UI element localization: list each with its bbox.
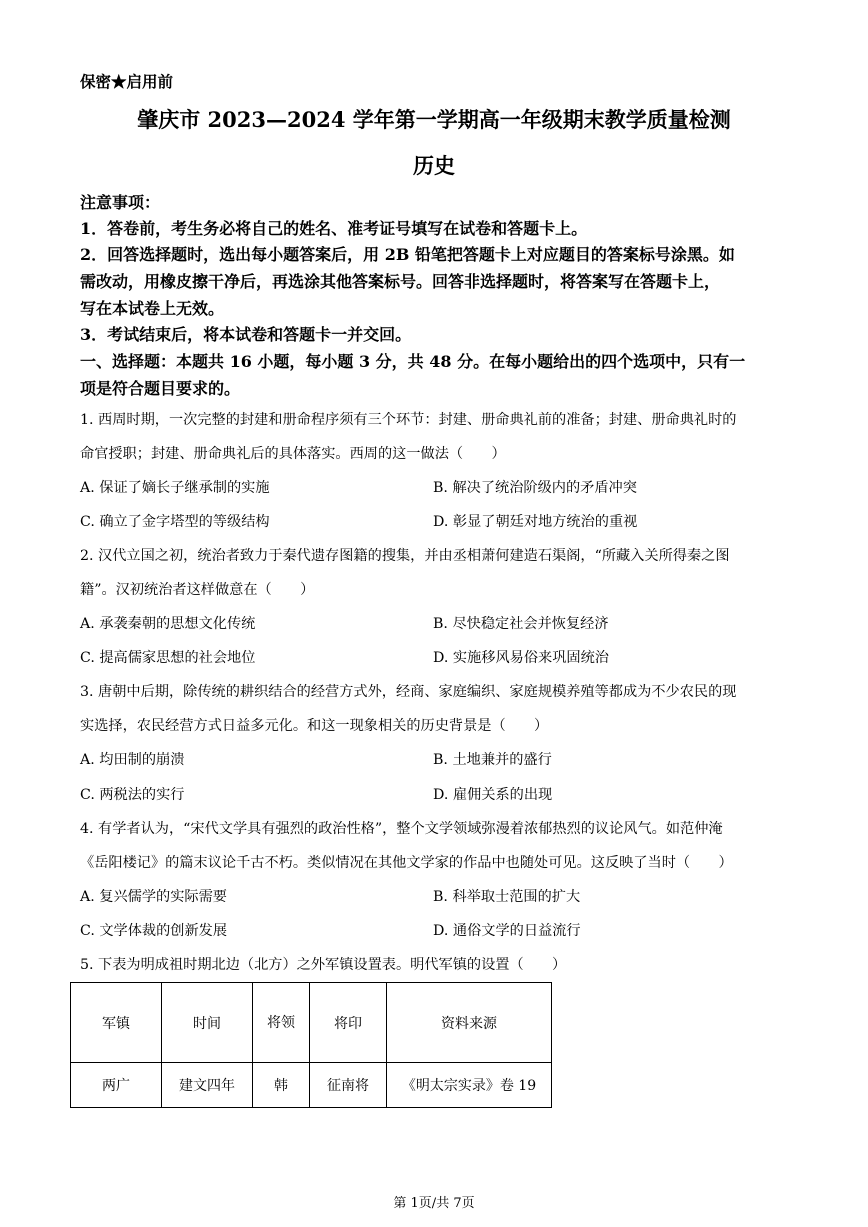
q1-stem-1: 1. 西周时期，一次完整的封建和册命程序须有三个环节：封建、册命典礼前的准备；封建、册命典礼时的 <box>80 412 737 428</box>
q1-stem-2: 命官授职；封建、册命典礼后的具体落实。西周的这一做法（ ） <box>80 446 506 462</box>
note-2a: 2．回答选择题时，选出每小题答案后，用 2B 铅笔把答题卡上对应题目的答案标号涂黑。如 <box>80 245 735 264</box>
q3-stem-2: 实选择，农民经营方式日益多元化。和这一现象相关的历史背景是（ ） <box>80 718 549 734</box>
q2-option-a: A. 承袭秦朝的思想文化传统 <box>80 616 256 632</box>
q2-stem-2: 籍”。汉初统治者这样做意在（ ） <box>80 582 315 598</box>
table-cell: 征南将 <box>310 1063 387 1108</box>
q4-stem-1: 4. 有学者认为，“宋代文学具有强烈的政治性格”，整个文学领域弥漫着浓郁热烈的议论风气。如范仲淹 <box>80 821 723 837</box>
section-heading-1: 一、选择题：本题共 16 小题，每小题 3 分，共 48 分。在每小题给出的四个选项中，只有一 <box>80 352 746 371</box>
q2-stem-1: 2. 汉代立国之初，统治者致力于秦代遗存图籍的搜集，并由丞相萧何建造石渠阁，“所藏入关所得秦之图 <box>80 548 730 564</box>
table-header-cell: 将印 <box>310 983 387 1063</box>
q4-option-a: A. 复兴儒学的实际需要 <box>80 889 227 905</box>
q1-option-c: C. 确立了金字塔型的等级结构 <box>80 514 270 530</box>
q1-option-b: B. 解决了统治阶级内的矛盾冲突 <box>433 480 637 496</box>
q3-option-a: A. 均田制的崩溃 <box>80 752 185 768</box>
garrison-table <box>70 982 552 1108</box>
q5-stem: 5. 下表为明成祖时期北边（北方）之外军镇设置表。明代军镇的设置（ ） <box>80 957 567 973</box>
table-header-cell: 时间 <box>162 983 253 1063</box>
note-1: 1．答卷前，考生务必将自己的姓名、准考证号填写在试卷和答题卡上。 <box>80 219 588 238</box>
page-footer: 第 1页/共 7页 <box>393 1196 475 1211</box>
q2-option-c: C. 提高儒家思想的社会地位 <box>80 650 256 666</box>
notes-heading: 注意事项： <box>80 193 161 212</box>
section-heading-2: 项是符合题目要求的。 <box>80 379 241 398</box>
q4-option-d: D. 通俗文学的日益流行 <box>433 923 581 939</box>
confidential-label: 保密★启用前 <box>80 72 174 91</box>
table-header-cell: 将领 <box>253 983 310 1063</box>
q4-stem-2: 《岳阳楼记》的篇末议论千古不朽。类似情况在其他文学家的作品中也随处可见。这反映了当时（ ） <box>80 855 733 871</box>
table-row <box>71 1063 552 1108</box>
table-cell: 韩 <box>253 1063 310 1108</box>
q4-option-c: C. 文学体裁的创新发展 <box>80 923 228 939</box>
note-2c: 写在本试卷上无效。 <box>80 299 225 318</box>
q4-option-b: B. 科举取士范围的扩大 <box>433 889 581 905</box>
table-header-cell: 资料来源 <box>387 983 552 1063</box>
table-header-cell: 军镇 <box>71 983 162 1063</box>
note-3: 3．考试结束后，将本试卷和答题卡一并交回。 <box>80 325 412 344</box>
q3-stem-1: 3. 唐朝中后期，除传统的耕织结合的经营方式外，经商、家庭编织、家庭规模养殖等都成为不少农民的现 <box>80 684 737 700</box>
exam-title: 肇庆市 2023—2024 学年第一学期高一年级期末教学质量检测 <box>137 107 731 132</box>
q1-option-d: D. 彰显了朝廷对地方统治的重视 <box>433 514 638 530</box>
q1-option-a: A. 保证了嫡长子继承制的实施 <box>80 480 270 496</box>
table-cell: 《明太宗实录》卷 19 <box>387 1063 552 1108</box>
table-cell: 建文四年 <box>162 1063 253 1108</box>
subject-title: 历史 <box>413 153 455 178</box>
q3-option-b: B. 土地兼并的盛行 <box>433 752 552 768</box>
q2-option-d: D. 实施移风易俗来巩固统治 <box>433 650 609 666</box>
q3-option-c: C. 两税法的实行 <box>80 787 185 803</box>
q2-option-b: B. 尽快稳定社会并恢复经济 <box>433 616 609 632</box>
q3-option-d: D. 雇佣关系的出现 <box>433 787 553 803</box>
table-cell: 两广 <box>71 1063 162 1108</box>
note-2b: 需改动，用橡皮擦干净后，再选涂其他答案标号。回答非选择题时，将答案写在答题卡上， <box>80 272 721 291</box>
table-header-row <box>71 983 552 1063</box>
